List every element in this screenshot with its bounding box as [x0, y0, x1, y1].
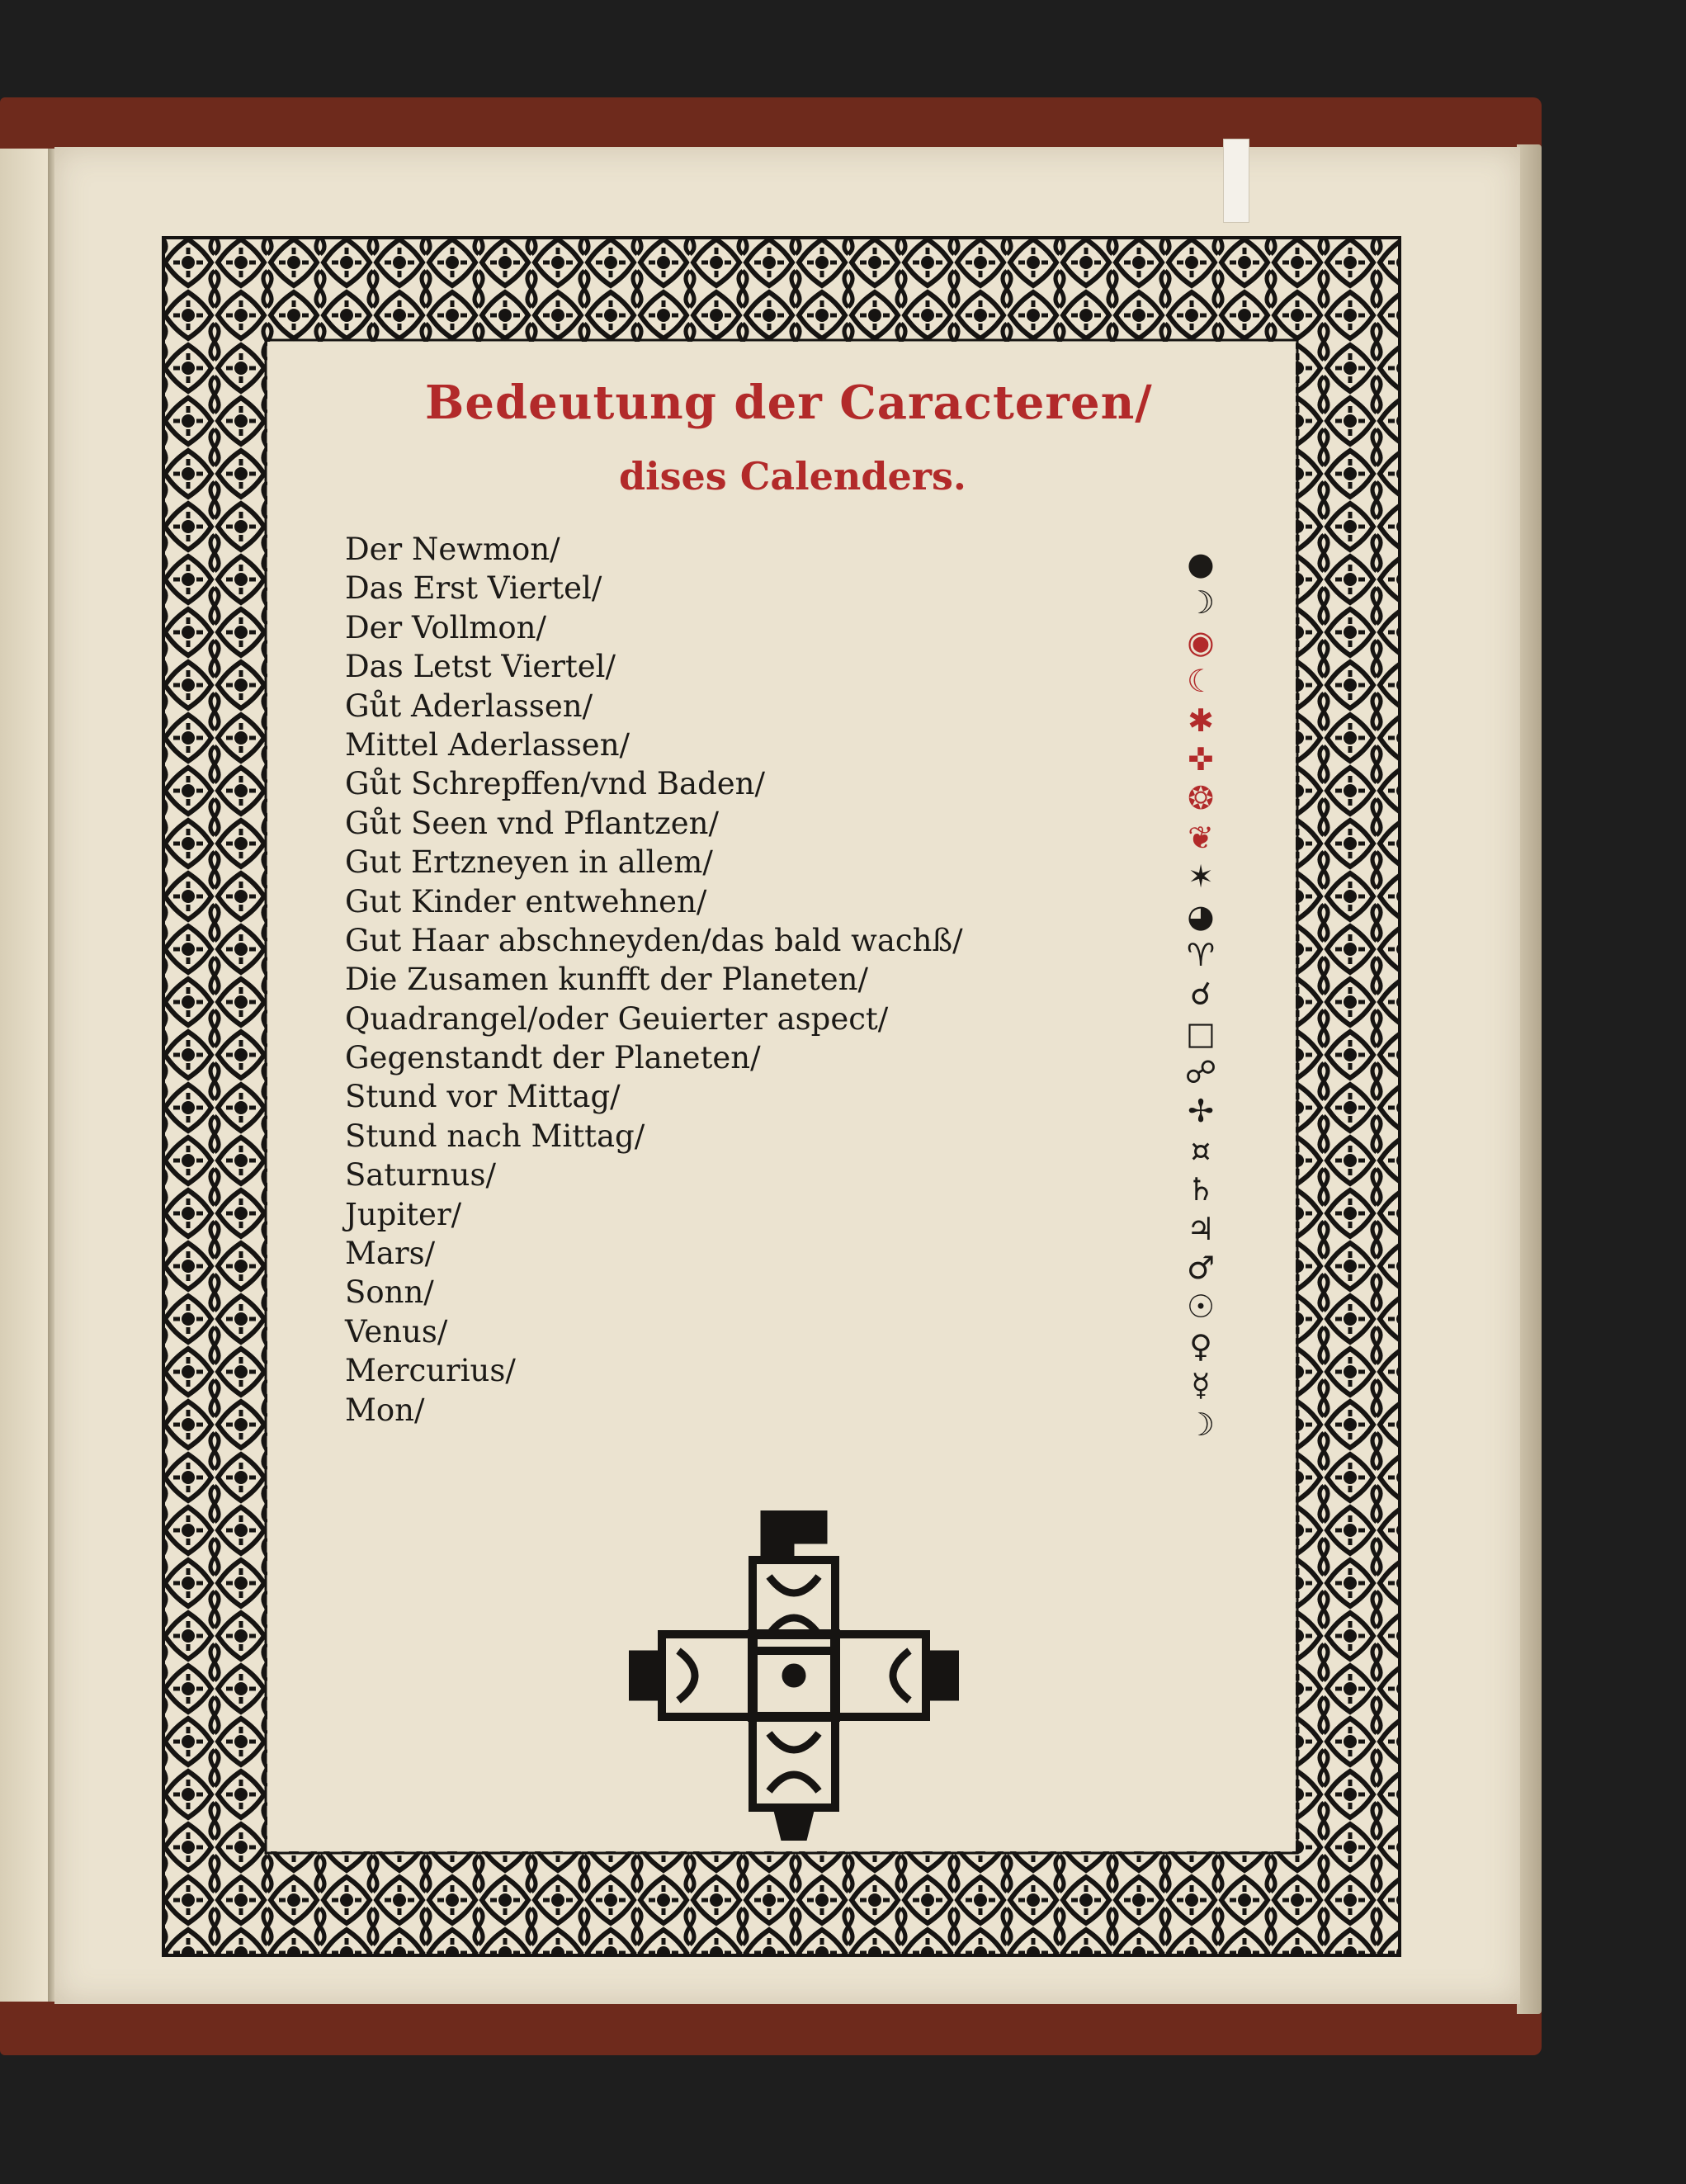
page-title: Bedeutung der Caracteren/ — [425, 376, 1153, 430]
legend-item: Das Erst Viertel/ — [345, 570, 602, 607]
legend-item: Mittel Aderlassen/ — [345, 726, 630, 763]
legend-symbol-icon: ♃ — [1186, 1210, 1216, 1247]
legend-item: Gut Haar abschneyden/das bald wachß/ — [345, 922, 963, 958]
legend-symbol-icon: □ — [1186, 1014, 1216, 1052]
legend-item: Gůt Schrepffen/vnd Baden/ — [345, 766, 765, 802]
legend-symbol-icon: ❂ — [1188, 780, 1214, 817]
legend-item: Gut Ertzneyen in allem/ — [345, 844, 713, 881]
legend-symbol-icon: ♄ — [1186, 1171, 1216, 1208]
legend-symbol-icon: ◕ — [1187, 897, 1215, 934]
legend-item: Stund vor Mittag/ — [345, 1079, 621, 1115]
legend-item: Venus/ — [345, 1313, 448, 1350]
page-subtitle: dises Calenders. — [619, 454, 966, 499]
character-legend-list — [345, 530, 1005, 1430]
legend-symbol-icon: ♂ — [1186, 1250, 1216, 1287]
legend-symbol-icon: ☾ — [1186, 663, 1216, 700]
legend-symbol-icon: ☿ — [1191, 1367, 1211, 1404]
legend-symbol-icon: ☉ — [1186, 1288, 1216, 1326]
legend-item: Sonn/ — [345, 1274, 434, 1311]
legend-symbol-icon: ✜ — [1188, 740, 1214, 778]
legend-item: Gut Kinder entwehnen/ — [345, 883, 707, 919]
legend-symbol-icon: ✱ — [1188, 702, 1214, 739]
legend-item: Mercurius/ — [345, 1353, 516, 1389]
legend-symbol-icon: ● — [1187, 546, 1215, 582]
legend-item: Mon/ — [345, 1392, 425, 1428]
legend-symbol-icon: ☽ — [1186, 584, 1216, 622]
legend-item: Gůt Seen vnd Pflantzen/ — [345, 805, 719, 841]
legend-symbol-icon: ♀ — [1189, 1327, 1212, 1364]
legend-symbol-icon: ✢ — [1188, 1093, 1214, 1130]
legend-item: Das Letst Viertel/ — [345, 649, 616, 685]
legend-item: Gůt Aderlassen/ — [345, 688, 593, 724]
legend-symbol-icon: ✶ — [1188, 858, 1214, 896]
legend-symbol-icon: ☍ — [1184, 1054, 1217, 1091]
legend-item: Quadrangel/oder Geuierter aspect/ — [345, 1000, 889, 1037]
legend-symbol-icon: ☌ — [1190, 976, 1211, 1013]
legend-item: Die Zusamen kunfft der Planeten/ — [345, 962, 868, 998]
legend-item: Gegenstandt der Planeten/ — [345, 1040, 761, 1076]
legend-item: Der Vollmon/ — [345, 609, 546, 645]
legend-item: Stund nach Mittag/ — [345, 1118, 645, 1154]
legend-symbol-icon: ¤ — [1190, 1132, 1211, 1169]
legend-symbol-icon: ◉ — [1187, 623, 1215, 660]
cross-ornament-icon — [629, 1510, 959, 1841]
legend-item: Der Newmon/ — [345, 532, 560, 567]
legend-item: Saturnus/ — [345, 1157, 496, 1194]
legend-symbol-icon: ❦ — [1188, 819, 1214, 856]
legend-symbol-icon: ♈ — [1186, 936, 1216, 973]
character-symbol-column — [1172, 545, 1230, 1444]
legend-item: Mars/ — [345, 1236, 436, 1272]
legend-symbol-icon: ☽ — [1186, 1406, 1216, 1443]
legend-item: Jupiter/ — [345, 1196, 462, 1232]
